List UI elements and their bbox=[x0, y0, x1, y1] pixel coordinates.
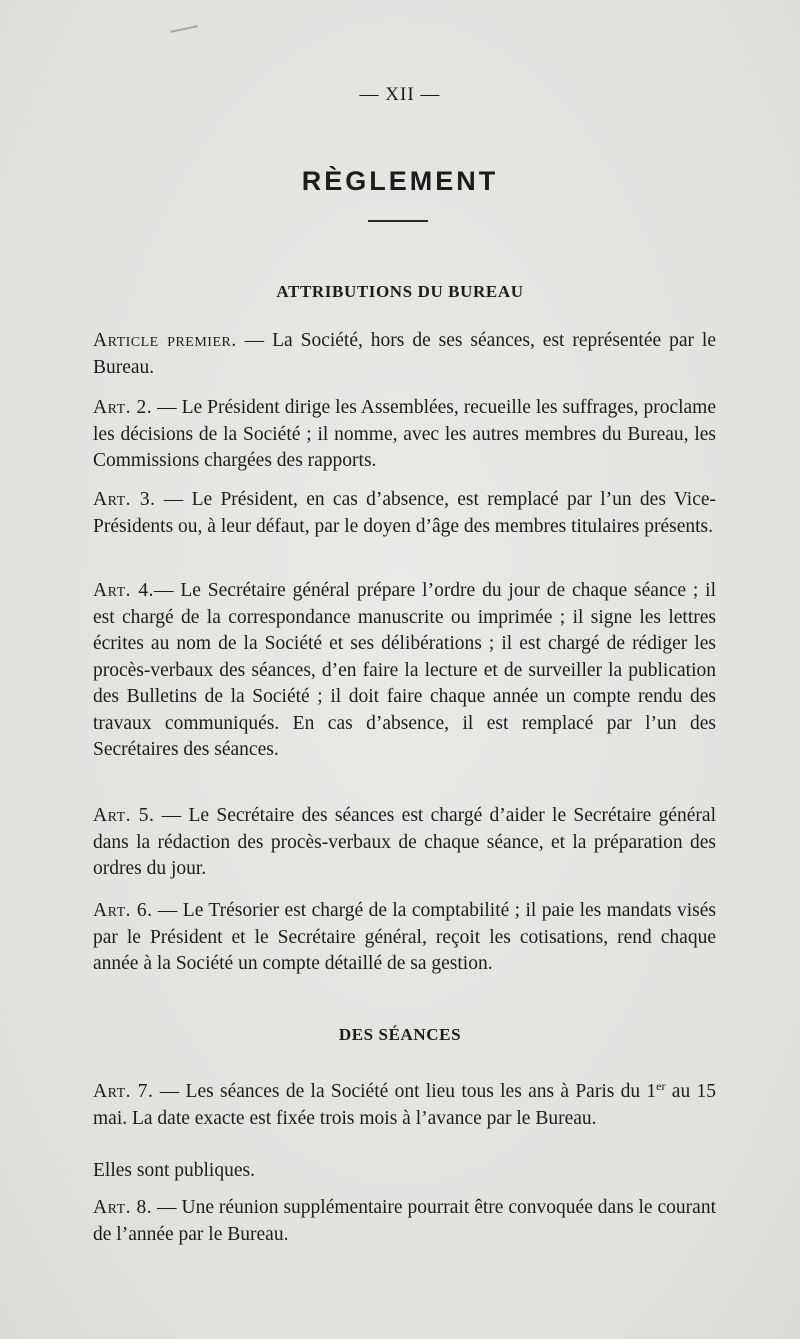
article-text: — Le Président dirige les Assemblées, recueille les suffrages, proclame les décisions de la Société ; il nomme, avec les autres membres du Bureau, les Commissions chargées des rapports. bbox=[93, 397, 717, 471]
article-6 bbox=[93, 898, 716, 978]
article-text: — Le Secrétaire des séances est chargé d’aider le Secrétaire général dans la rédaction des procès-verbaux de chaque séance, et la préparation des ordres du jour. bbox=[93, 805, 716, 879]
section-heading-bureau: ATTRIBUTIONS DU BUREAU bbox=[276, 282, 524, 301]
page-number: — XII — bbox=[359, 84, 441, 105]
article-3 bbox=[93, 487, 716, 540]
article-2 bbox=[93, 395, 716, 475]
article-label: Art. 7. bbox=[93, 1081, 154, 1102]
article-7-extra: Elles sont publiques. bbox=[93, 1160, 255, 1181]
article-7 bbox=[93, 1073, 716, 1132]
article-1 bbox=[93, 328, 716, 381]
ordinal-superscript: er bbox=[656, 1079, 666, 1093]
article-label: Art. 3. bbox=[93, 489, 156, 510]
page-title: RÈGLEMENT bbox=[301, 166, 499, 196]
article-label: Article premier. bbox=[93, 330, 237, 351]
title-divider bbox=[368, 220, 428, 222]
section-heading-seances: DES SÉANCES bbox=[338, 1025, 462, 1044]
article-label: Art. 2. bbox=[93, 397, 153, 418]
article-text: — Le Trésorier est chargé de la comptabilité ; il paie les mandats visés par le Président et le Secrétaire général, reçoit les cotisations, rend chaque année à la Société un compte détaillé de sa gestion. bbox=[93, 900, 716, 974]
article-text: — Les séances de la Société ont lieu tous les ans à Paris du 1 bbox=[153, 1081, 657, 1102]
article-text: — Le Secrétaire général prépare l’ordre du jour de chaque séance ; il est chargé de la correspondance manuscrite ou imprimée ; il signe les lettres écrites au nom de la Société et ses délibérations ; il est chargé de rédiger les procès-verbaux des séances, d’en faire la lecture et de surveiller la publication des Bulletins de la Société ; il doit faire chaque année un compte rendu des travaux communiqués. En cas d’absence, il est remplacé par l’un des Secrétaires des séances. bbox=[93, 580, 716, 760]
article-text: — Une réunion supplémentaire pourrait être convoquée dans le courant de l’année par le Bureau. bbox=[93, 1197, 716, 1245]
paper-mark bbox=[170, 25, 198, 33]
article-label: Art. 4. bbox=[93, 580, 154, 601]
article-label: Art. 8. bbox=[93, 1197, 153, 1218]
article-label: Art. 6. bbox=[93, 900, 153, 921]
article-4 bbox=[93, 578, 716, 764]
article-label: Art. 5. bbox=[93, 805, 155, 826]
article-8 bbox=[93, 1195, 716, 1248]
article-text: — Le Président, en cas d’absence, est remplacé par l’un des Vice-Présidents ou, à leur défaut, par le doyen d’âge des membres titulaires présents. bbox=[93, 489, 716, 537]
article-text-continued: au 15 mai. La date exacte est fixée trois mois à l’avance par le Bureau. bbox=[93, 1081, 716, 1129]
article-text: — La Société, hors de ses séances, est représentée par le Bureau. bbox=[93, 330, 716, 378]
article-5 bbox=[93, 803, 716, 883]
